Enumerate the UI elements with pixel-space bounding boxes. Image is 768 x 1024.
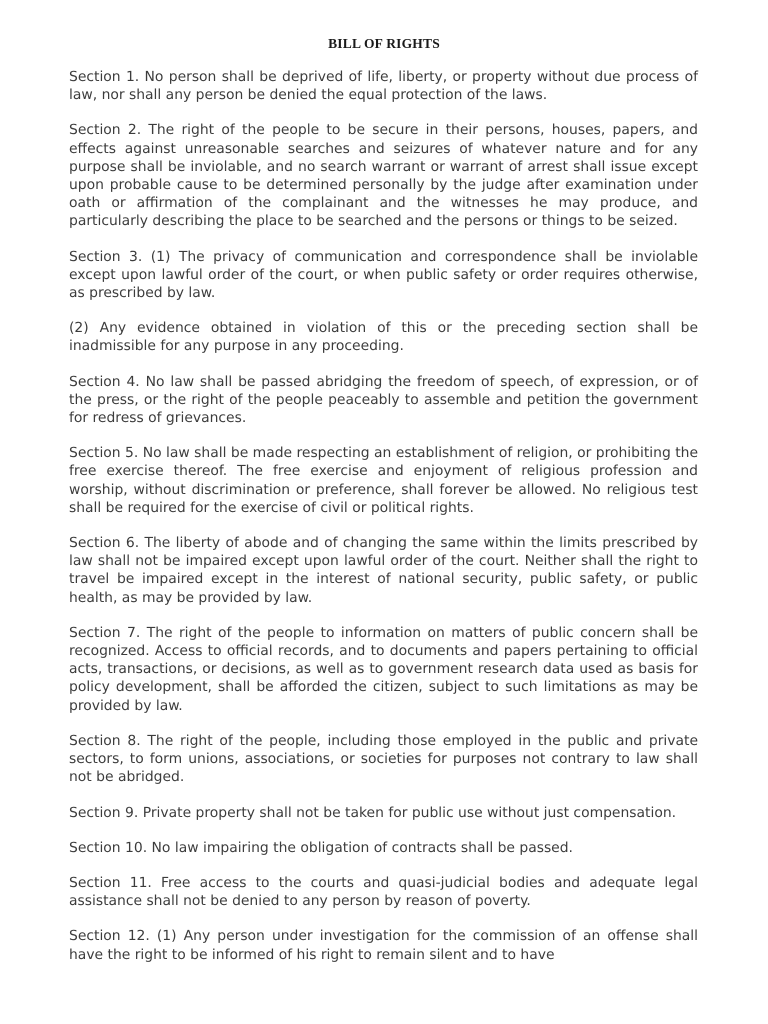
section-11-paragraph: Section 11. Free access to the courts and quasi-judicial bodies and adequate legal assistance shall not be denied to any person by reason of poverty. (69, 874, 698, 910)
section-3-paragraph: Section 3. (1) The privacy of communication and correspondence shall be inviolable except upon lawful order of the court, or when public safety or order requires otherwise, as prescribed by law. (69, 248, 698, 302)
section-10-paragraph: Section 10. No law impairing the obligation of contracts shall be passed. (69, 839, 573, 856)
section-12-paragraph: Section 12. (1) Any person under investigation for the commission of an offense shall have the right to be informed of his right to remain silent and to have (69, 928, 698, 963)
section-1-paragraph: Section 1. No person shall be deprived of life, liberty, or property without due process of law, nor shall any person be denied the equal protection of the laws. (69, 69, 698, 104)
section-7-paragraph: Section 7. The right of the people to information on matters of public concern shall be recognized. Access to official records, and to documents and papers pertaining to official acts, transactions, or decisions, as well as to government research data used as basis for policy development, shall be afforded the citizen, subject to such limitations as may be provided by law. (69, 624, 698, 714)
section-6-paragraph: Section 6. The liberty of abode and of changing the same within the limits prescribed by law shall not be impaired except upon lawful order of the court. Neither shall the right to travel be impaired except in the interest of national security, public safety, or public health, as may be provided by law. (69, 535, 698, 606)
section-5-paragraph: Section 5. No law shall be made respecting an establishment of religion, or prohibiting the free exercise thereof. The free exercise and enjoyment of religious profession and worship, without discrimination or preference, shall forever be allowed. No religious test shall be required for the exercise of civil or political rights. (69, 445, 698, 516)
section-9-paragraph: Section 9. Private property shall not be taken for public use without just compensation. (69, 804, 677, 821)
document-title: BILL OF RIGHTS (328, 36, 440, 51)
section-8-paragraph: Section 8. The right of the people, including those employed in the public and private sectors, to form unions, associations, or societies for purposes not contrary to law shall not be abridged. (69, 732, 698, 786)
document-body (69, 68, 698, 981)
section-3-subparagraph-2: (2) Any evidence obtained in violation of this or the preceding section shall be inadmissible for any purpose in any proceeding. (69, 320, 698, 355)
section-2-paragraph: Section 2. The right of the people to be secure in their persons, houses, papers, and effects against unreasonable searches and seizures of whatever nature and for any purpose shall be inviolable, and no search warrant or warrant of arrest shall issue except upon probable cause to be determined personally by the judge after examination under oath or affirmation of the complainant and the witnesses he may produce, and particularly describing the place to be searched and the persons or things to be seized. (69, 122, 698, 230)
section-4-paragraph: Section 4. No law shall be passed abridging the freedom of speech, of expression, or of the press, or the right of the people peaceably to assemble and petition the government for redress of grievances. (69, 373, 698, 427)
